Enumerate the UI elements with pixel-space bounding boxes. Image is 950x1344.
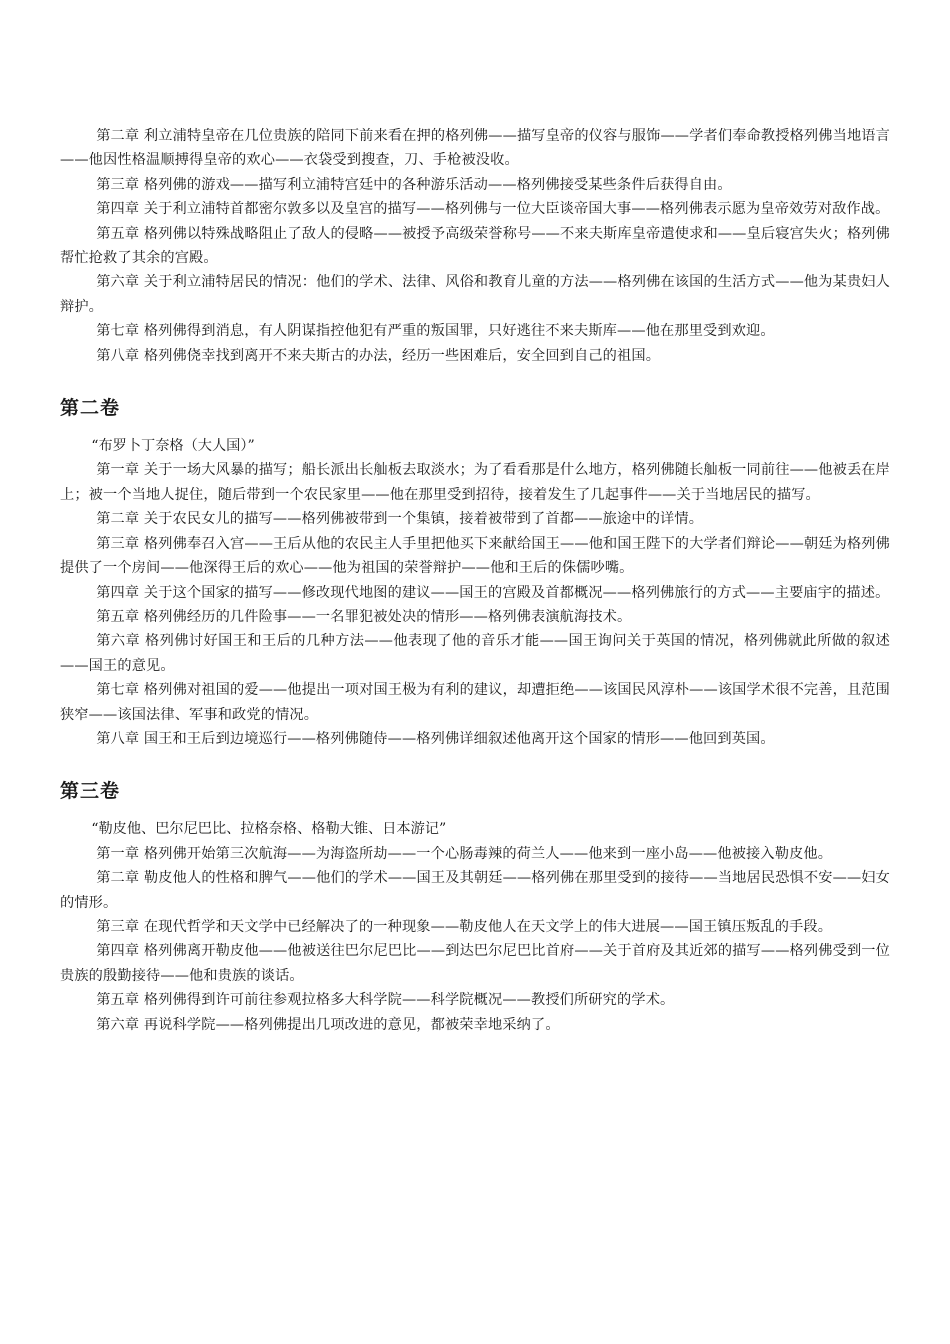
volume-2-title: 第二卷 [60, 397, 121, 420]
chapter-paragraph: 第六章 格列佛讨好国王和王后的几种方法——他表现了他的音乐才能——国王询问关于英国的情况，格列佛就此所做的叙述——国王的意见。 [60, 633, 890, 674]
chapter-paragraph: 第五章 格列佛以特殊战略阻止了敌人的侵略——被授予高级荣誉称号——不来夫斯库皇帝遣使求和——皇后寝宫失火；格列佛帮忙抢救了其余的宫殿。 [60, 225, 890, 267]
chapter-paragraph: 第五章 格列佛得到许可前往参观拉格多大科学院——科学院概况——教授们所研究的学术。 [96, 992, 675, 1009]
chapter-paragraph: 第一章 格列佛开始第三次航海——为海盗所劫——一个心肠毒辣的荷兰人——他来到一座小岛——他被接入勒皮他。 [96, 845, 833, 862]
chapter-paragraph: 第四章 格列佛离开勒皮他——他被送往巴尔尼巴比——到达巴尔尼巴比首府——关于首府及其近郊的描写——格列佛受到一位贵族的殷勤接待——他和贵族的谈话。 [60, 943, 890, 984]
chapter-paragraph: 第四章 关于利立浦特首都密尔敦多以及皇宫的描写——格列佛与一位大臣谈帝国大事——格列佛表示愿为皇帝效劳对敌作战。 [96, 201, 890, 218]
chapter-paragraph: 第三章 格列佛奉召入宫——王后从他的农民主人手里把他买下来献给国王——他和国王陛下的大学者们辩论——朝廷为格列佛提供了一个房间——他深得王后的欢心——他为祖国的荣誉辩护——他和王后的侏儒吵嘴。 [60, 535, 890, 577]
chapter-paragraph: 第三章 格列佛的游戏——描写利立浦特宫廷中的各种游乐活动——格列佛接受某些条件后获得自由。 [96, 176, 732, 193]
chapter-paragraph: 第八章 国王和王后到边境巡行——格列佛随侍——格列佛详细叙述他离开这个国家的情形——他回到英国。 [96, 730, 775, 747]
volume-2-subtitle: “布罗卜丁奈格（大人国）” [91, 438, 255, 455]
chapter-paragraph: 第二章 关于农民女儿的描写——格列佛被带到一个集镇，接着被带到了首都——旅途中的详情。 [96, 511, 704, 528]
chapter-paragraph: 第二章 勒皮他人的性格和脾气——他们的学术——国王及其朝廷——格列佛在那里受到的接待——当地居民恐惧不安——妇女的情形。 [60, 870, 890, 911]
document-page [60, 124, 890, 1037]
chapter-paragraph: 第五章 格列佛经历的几件险事——一名罪犯被处决的情形——格列佛表演航海技术。 [96, 608, 632, 625]
chapter-paragraph: 第八章 格列佛侥幸找到离开不来夫斯古的办法，经历一些困难后，安全回到自己的祖国。 [96, 347, 661, 364]
chapter-paragraph: 第七章 格列佛对祖国的爱——他提出一项对国王极为有利的建议，却遭拒绝——该国民风淳朴——该国学术很不完善，且范围狭窄——该国法律、军事和政党的情况。 [60, 682, 890, 723]
volume-2-section [60, 394, 890, 751]
volume-1-section [60, 124, 890, 368]
chapter-paragraph: 第六章 关于利立浦特居民的情况：他们的学术、法律、风俗和教育儿童的方法——格列佛在该国的生活方式——他为某贵妇人辩护。 [60, 274, 890, 315]
chapter-paragraph: 第四章 关于这个国家的描写——修改现代地图的建议——国王的宫殿及首都概况——格列佛旅行的方式——主要庙宇的描述。 [96, 584, 890, 601]
volume-3-title: 第三卷 [60, 780, 121, 803]
chapter-paragraph: 第六章 再说科学院——格列佛提出几项改进的意见，都被荣幸地采纳了。 [96, 1016, 560, 1033]
chapter-paragraph: 第一章 关于一场大风暴的描写；船长派出长舢板去取淡水；为了看看那是什么地方，格列佛随长舢板一同前往——他被丢在岸上；被一个当地人捉住，随后带到一个农民家里——他在那里受到招待，接着发生了几起事件——关于当地居民的描写。 [60, 462, 890, 503]
chapter-paragraph: 第二章 利立浦特皇帝在几位贵族的陪同下前来看在押的格列佛——描写皇帝的仪容与服饰——学者们奉命教授格列佛当地语言——他因性格温顺搏得皇帝的欢心——衣袋受到搜查，刀、手枪被没收。 [60, 128, 890, 169]
volume-3-subtitle: “勒皮他、巴尔尼巴比、拉格奈格、格勒大锥、日本游记” [91, 821, 447, 838]
volume-3-section [60, 777, 890, 1037]
chapter-paragraph: 第七章 格列佛得到消息，有人阴谋指控他犯有严重的叛国罪，只好逃往不来夫斯库——他在那里受到欢迎。 [96, 323, 775, 340]
chapter-paragraph: 第三章 在现代哲学和天文学中已经解决了的一种现象——勒皮他人在天文学上的伟大进展——国王镇压叛乱的手段。 [96, 918, 833, 935]
